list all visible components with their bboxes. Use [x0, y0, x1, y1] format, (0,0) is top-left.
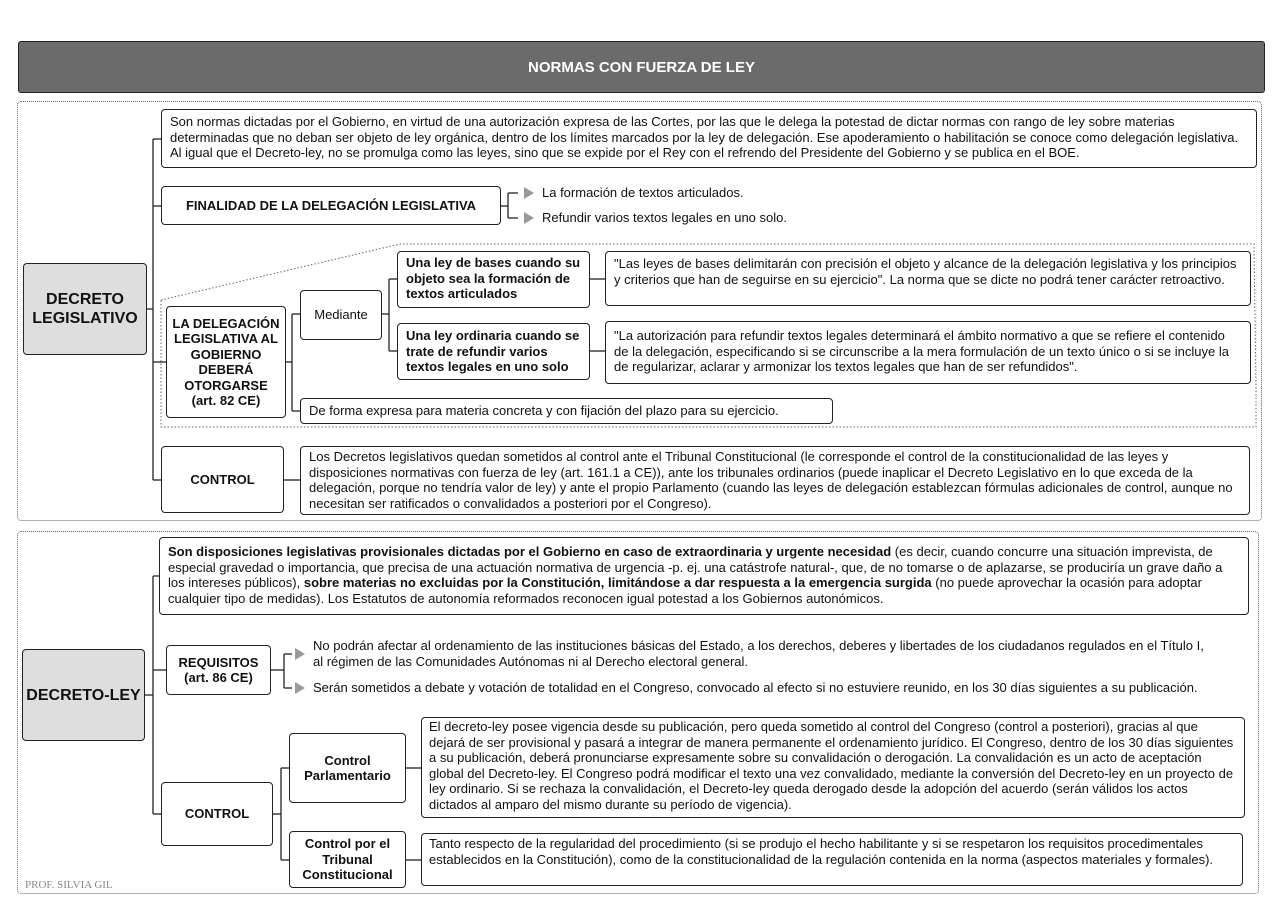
- control-label-2: CONTROL: [161, 782, 273, 846]
- decreto-legislativo-title: DECRETO LEGISLATIVO: [23, 263, 147, 355]
- decreto-legislativo-definition: Son normas dictadas por el Gobierno, en virtud de una autorización expresa de las Cortes, por las que le delega la potestad de dictar normas con rango de ley sobre materias determinadas que no deban ser objeto de ley orgánica, dentro de los límites marcados por la ley de delegación. Ese apoderamiento o habilitación se conoce como delegación legislativa. Al igual que el Decreto-ley, no se promulga como las leyes, sino que se expide por el Rey con el refrendo del Presidente del Gobierno y se publica en el BOE.: [161, 109, 1257, 168]
- decreto-ley-title: DECRETO-LEY: [22, 649, 145, 741]
- decreto-ley-definition: Son disposiciones legislativas provisionales dictadas por el Gobierno en caso de extraordinaria y urgente necesidad (es decir, cuando concurre una situación imprevista, de especial gravedad o importancia, que precisa de una actuación normativa de urgencia -p. ej. una catástrofe natural-, que, de no tomarse o de aplazarse, se produciría un grave daño a los intereses públicos), sobre materias no excluidas por la Constitución, limitándose a dar respuesta a la emergencia surgida (no puede aprovechar la ocasión para adoptar cualquier tipo de medidas). Los Estatutos de autonomía reformados reconocen igual potestad a los Gobiernos autonómicos.: [159, 537, 1249, 615]
- ley-ordinaria-quote: "La autorización para refundir textos legales determinará el ámbito normativo a que se refiere el contenido de la delegación, especificando si se circunscribe a la mera formulación de un texto único o si se incluye la de regularizar, aclarar y armonizar los textos legales que han de ser refundidos".: [605, 321, 1251, 384]
- page-title: NORMAS CON FUERZA DE LEY: [18, 41, 1265, 93]
- control-label-1: CONTROL: [161, 446, 284, 513]
- mediante-label: Mediante: [300, 290, 382, 340]
- arrow-right-icon: [524, 212, 534, 224]
- requisito-item-1: No podrán afectar al ordenamiento de las instituciones básicas del Estado, a los derechos, deberes y libertades de los ciudadanos regulados en el Título I, al régimen de las Comunidades Autónomas ni al Derecho electoral general.: [295, 638, 1215, 670]
- ley-bases-box: Una ley de bases cuando su objeto sea la formación de textos articulados: [397, 251, 590, 308]
- finalidad-item-2: Refundir varios textos legales en uno solo.: [524, 210, 924, 226]
- forma-expresa-box: De forma expresa para materia concreta y con fijación del plazo para su ejercicio.: [300, 398, 833, 424]
- control-parlamentario-text: El decreto-ley posee vigencia desde su publicación, pero queda sometido al control del Congreso (control a posteriori), gracias al que dejará de ser provisional y pasará a integrar de manera permanente el ordenamiento jurídico. El Congreso, dentro de los 30 días siguientes a su publicación, deberá pronunciarse expresamente sobre su convalidación o derogación. La convalidación es un acto de aceptación global del Decreto-ley. El Congreso podrá modificar el texto una vez convalidado, mediante la conversión del Decreto-ley en un proyecto de ley ordinario. Si se rechaza la convalidación, el Decreto-ley queda derogado desde la adopción del acuerdo (serán válidos los actos dictados al amparo del mismo durante su período de vigencia).: [421, 717, 1245, 818]
- requisito-item-2: Serán sometidos a debate y votación de totalidad en el Congreso, convocado al efecto si no estuviere reunido, en los 30 días siguientes a su publicación.: [295, 680, 1235, 696]
- arrow-right-icon: [524, 187, 534, 199]
- ley-bases-quote: "Las leyes de bases delimitarán con precisión el objeto y alcance de la delegación legislativa y los principios y criterios que han de seguirse en su ejercicio". La norma que se dicte no podrá tener carácter retroactivo.: [605, 251, 1251, 306]
- control-tribunal-label: Control por el Tribunal Constitucional: [289, 831, 406, 888]
- delegacion-label: LA DELEGACIÓN LEGISLATIVA AL GOBIERNO DEBERÁ OTORGARSE (art. 82 CE): [166, 306, 286, 418]
- author-footer: PROF. SILVIA GIL: [25, 879, 113, 891]
- arrow-right-icon: [295, 682, 305, 694]
- arrow-right-icon: [295, 648, 305, 660]
- requisitos-label: REQUISITOS (art. 86 CE): [166, 645, 271, 695]
- finalidad-item-1: La formación de textos articulados.: [524, 185, 924, 201]
- ley-ordinaria-box: Una ley ordinaria cuando se trate de refundir varios textos legales en uno solo: [397, 323, 590, 380]
- control-tribunal-text: Tanto respecto de la regularidad del procedimiento (si se produjo el hecho habilitante y si se respetaron los requisitos procedimentales establecidos en la Constitución), como de la constitucionalidad de la regulación contenida en la norma (aspectos materiales y formales).: [421, 833, 1243, 886]
- control-text-1: Los Decretos legislativos quedan sometidos al control ante el Tribunal Constitucional (le corresponde el control de la constitucionalidad de las leyes y disposiciones normativas con fuerza de ley (art. 161.1 a CE)), ante los tribunales ordinarios (puede inaplicar el Decreto Legislativo en lo que exceda de la delegación, porque no tendría valor de ley) y ante el propio Parlamento (cuando las leyes de delegación establezcan fórmulas adicionales de control, aunque no necesitan ser ratificados o convalidados a posteriori por el Congreso).: [300, 446, 1250, 515]
- control-parlamentario-label: Control Parlamentario: [289, 733, 406, 803]
- finalidad-label: FINALIDAD DE LA DELEGACIÓN LEGISLATIVA: [161, 186, 501, 225]
